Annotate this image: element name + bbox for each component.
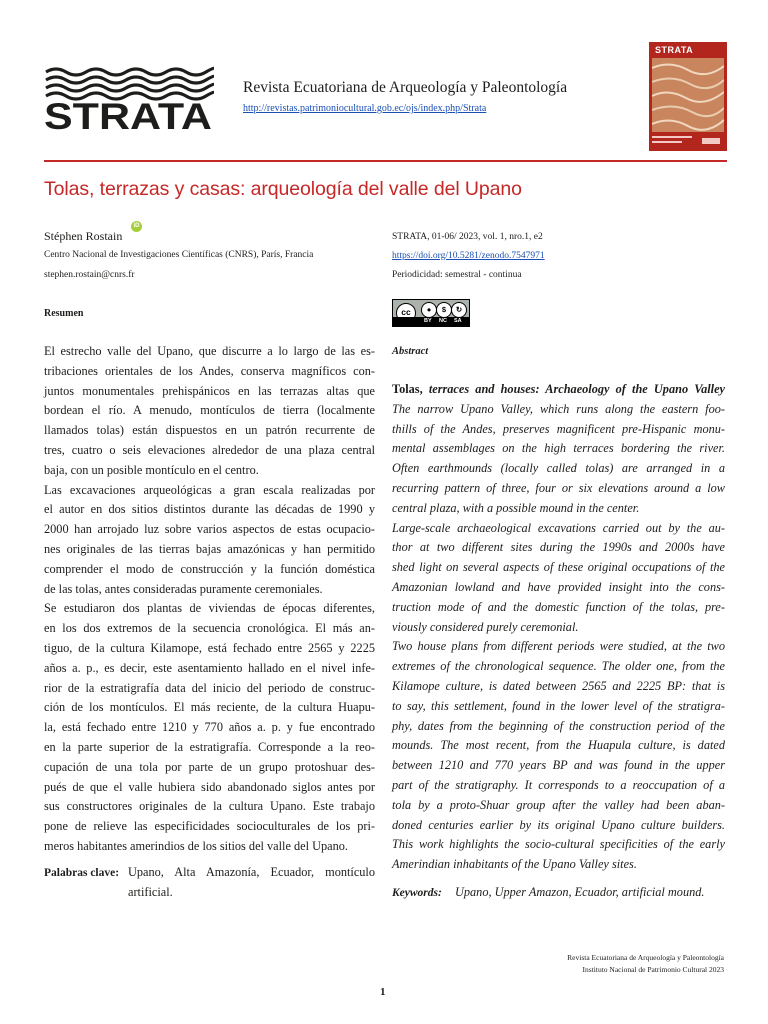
resumen-line: 2000 han arrojado luz sobre varios aspectos de estas ocupacio- <box>44 522 375 537</box>
resumen-line: rior de la estratigrafía data del inicio del periodo de construc- <box>44 680 375 695</box>
abstract-line: Kilamope culture, is dated between 2565 and 2225 BP: that is <box>392 678 725 693</box>
resumen-line: tiguo, de la cultura Kilamope, está fechado entre 2565 y 2225 <box>44 640 375 655</box>
resumen-line: baja, con un posible montículo en el centro. <box>44 462 259 477</box>
abstract-line: tola by a proto-Shuar group after the valley had been aban- <box>392 797 725 812</box>
resumen-heading: Resumen <box>44 308 84 319</box>
resumen-line: meros habitantes amerindios de los sitios del valle del Upano. <box>44 838 348 853</box>
abstract-line: thor at two different sites during the 1990s and 2000s have <box>392 540 725 555</box>
nc-label: NC <box>439 318 447 324</box>
resumen-line: ción de los montículos. El más reciente, de la cultura Huapu- <box>44 700 375 715</box>
journal-url-link[interactable]: http://revistas.patrimoniocultural.gob.ec/ojs/index.php/Strata <box>243 103 487 114</box>
resumen-line: tres, cuatro o seis elevaciones alrededor de una plaza central <box>44 442 375 457</box>
abstract-line: Amerindian inhabitants of the Upano Valley sites. <box>392 857 637 872</box>
abstract-line: thills of the Andes, preserves magnificent pre-Hispanic monu- <box>392 421 725 436</box>
resumen-line: en los dos extremos de la secuencia cronológica. El más an- <box>44 621 375 636</box>
abstract-line: phy, dates from the beginning of the construction period of the <box>392 718 725 733</box>
footer-journal-name: Revista Ecuatoriana de Arqueología y Paleontología <box>567 953 724 962</box>
resumen-line: Se estudiaron dos plantas de viviendas de épocas diferentes, <box>44 601 375 616</box>
abstract-line: mental assemblages on the high terraces bordering the river. <box>392 441 725 456</box>
abstract-line: Amazonian lowland and have provided insight into the cons- <box>392 579 725 594</box>
cover-artwork <box>652 58 724 148</box>
abstract-heading: Abstract <box>392 346 429 357</box>
abstract-line: recurring pattern of three, four or six elevations around a low <box>392 480 725 495</box>
resumen-line: llamados tolas) están dispuestos en un patrón recurrente de <box>44 423 375 438</box>
resumen-line: de las tolas, antes consideradas puramente ceremoniales. <box>44 581 323 596</box>
abstract-line: extremes of the chronological sequence. The older one, from the <box>392 659 725 674</box>
periodicity-info: Periodicidad: semestral - continua <box>392 270 522 280</box>
abstract-line: to say, this settlement, found in the lower level of the stratigra- <box>392 698 725 713</box>
abstract-line: The narrow Upano Valley, which runs along the eastern foo- <box>392 401 725 416</box>
abstract-line: Two house plans from different periods were studied, at the two <box>392 639 725 654</box>
cover-title: STRATA <box>655 45 694 55</box>
resumen-line: sus constructores originales de la cultura Upano. Este trabajo <box>44 799 375 814</box>
journal-title: Revista Ecuatoriana de Arqueología y Paleontología <box>243 79 568 96</box>
abstract-line: truction mode of and the domestic function of the tolas, pre- <box>392 599 725 614</box>
palabras-clave-text: Upano, Alta Amazonía, Ecuador, montículo <box>128 865 375 879</box>
keywords-label: Keywords: <box>392 887 442 899</box>
sa-icon: ↻ <box>451 302 467 318</box>
resumen-line: bordean el río. A menudo, montículos de tierra (localmente <box>44 403 375 418</box>
abstract-line: mounds. The most recent, from the Huapula culture, is dated <box>392 738 725 753</box>
article-title: Tolas, terrazas y casas: arqueología del valle del Upano <box>44 178 522 200</box>
cc-license-badge[interactable] <box>392 299 470 327</box>
abstract-title-italic: terraces and houses: Archaeology of the Upano Valley <box>428 382 725 396</box>
abstract-line: viously considered purely ceremonial. <box>392 619 579 634</box>
abstract-line: This work highlights the socio-cultural specificities of the early <box>392 837 725 852</box>
resumen-line: pués de que el valle hubiera sido abandonado siglos antes por <box>44 779 375 794</box>
sa-label: SA <box>454 318 462 324</box>
abstract-title-line <box>392 380 725 400</box>
resumen-line: cupación de una tola por parte de un grupo protoshuar des- <box>44 759 375 774</box>
nc-icon: $ <box>436 302 452 318</box>
author-name: Stéphen Rostain <box>44 229 123 243</box>
orcid-icon[interactable]: iD <box>131 221 142 232</box>
cc-icon: cc <box>396 303 416 323</box>
doi-link[interactable]: https://doi.org/10.5281/zenodo.7547971 <box>392 251 545 261</box>
abstract-body <box>392 380 725 875</box>
resumen-line: comprender el modo de construcción y la función doméstica <box>44 561 375 576</box>
logo-wordmark: STRATA <box>44 96 212 130</box>
abstract-line: Often earthmounds (locally called tolas) are arranged in a <box>392 461 725 476</box>
author-affiliation: Centro Nacional de Investigaciones Científicas (CNRS), París, Francia <box>44 250 314 260</box>
resumen-line: la, está fechado entre 1210 y 770 años a. p. y fue encontrado <box>44 720 375 735</box>
resumen-line: El estrecho valle del Upano, que discurre a lo largo de las es- <box>44 344 375 358</box>
by-icon: ● <box>421 302 437 318</box>
resumen-line: pone de relieve las especificidades socioculturales de los pri- <box>44 819 375 834</box>
resumen-line: tribaciones orientales de los Andes, conserva magníficos con- <box>44 363 375 378</box>
resumen-line: nes originales de las tierras bajas amazónicas y han permitido <box>44 541 375 556</box>
resumen-line: el autor en dos sitios distintos durante las décadas de 1990 y <box>44 502 375 517</box>
author-email: stephen.rostain@cnrs.fr <box>44 270 135 280</box>
resumen-line: Las excavaciones arqueológicas a gran escala realizadas por <box>44 482 375 497</box>
resumen-line: años a. p., es decir, este asentamiento hallado en el nivel infe- <box>44 660 375 675</box>
abstract-line: part of the stratigraphy. It corresponds to a reoccupation of a <box>392 777 725 792</box>
resumen-line: juntos monumentales prehispánicos en las terrazas altas que <box>44 383 375 398</box>
resumen-line: en la parte superior de la estratigrafía. Corresponde a la reo- <box>44 739 375 754</box>
palabras-clave-text-continued: artificial. <box>128 885 173 899</box>
abstract-line: doned centuries earlier by its original Upano culture builders. <box>392 817 725 832</box>
page-number: 1 <box>380 986 386 998</box>
by-label: BY <box>424 318 432 324</box>
keywords-text: Upano, Upper Amazon, Ecuador, artificial mound. <box>455 885 705 899</box>
abstract-line: central plaza, with a possible mound in the center. <box>392 500 640 515</box>
header-rule <box>44 160 727 162</box>
abstract-line: Large-scale archaeological excavations carried out by the au- <box>392 520 725 535</box>
palabras-clave-label: Palabras clave: <box>44 867 120 879</box>
strata-logo <box>44 66 214 130</box>
abstract-line: between 1210 and 770 years BP and was found in the upper <box>392 758 725 773</box>
citation-info: STRATA, 01-06/ 2023, vol. 1, nro.1, e2 <box>392 232 543 242</box>
abstract-line: shed light on several aspects of these original occupations of the <box>392 560 725 575</box>
footer-institute: Instituto Nacional de Patrimonio Cultural 2023 <box>582 965 724 974</box>
abstract-title-plain: Tolas, <box>392 382 429 396</box>
journal-cover-thumbnail[interactable] <box>649 42 727 151</box>
resumen-body <box>44 342 375 857</box>
